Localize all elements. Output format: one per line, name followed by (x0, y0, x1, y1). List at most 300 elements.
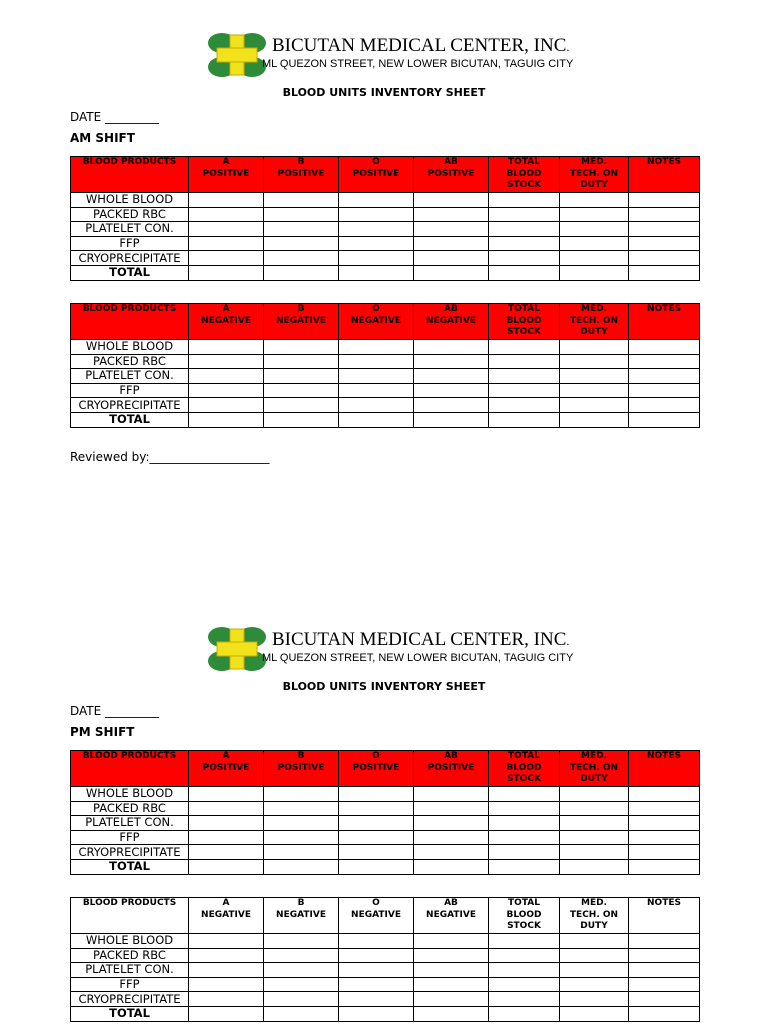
empty-cell (189, 340, 264, 355)
table-row (71, 948, 700, 963)
empty-cell (489, 1006, 560, 1021)
empty-cell (264, 963, 339, 978)
empty-cell (339, 948, 414, 963)
empty-cell (629, 830, 700, 845)
column-header (560, 304, 629, 340)
empty-cell (189, 845, 264, 860)
column-header-line: TOTAL (508, 304, 540, 314)
table-row (71, 801, 700, 816)
empty-cell (560, 859, 629, 874)
empty-cell (489, 398, 560, 413)
empty-cell (414, 398, 489, 413)
empty-cell (264, 816, 339, 831)
empty-cell (560, 1006, 629, 1021)
organization-address: ML QUEZON STREET, NEW LOWER BICUTAN, TAGUIG CITY (262, 58, 574, 70)
column-header-line: NEGATIVE (276, 909, 326, 920)
empty-cell (489, 236, 560, 251)
row-label: PLATELET CON. (71, 963, 189, 978)
table-row (71, 859, 700, 874)
empty-cell (560, 412, 629, 427)
empty-cell (629, 398, 700, 413)
row-label: CRYOPRECIPITATE (71, 845, 189, 860)
column-header-line: NEGATIVE (351, 315, 401, 326)
table-row (71, 236, 700, 251)
empty-cell (264, 845, 339, 860)
empty-cell (339, 1006, 414, 1021)
empty-cell (629, 963, 700, 978)
column-header (189, 157, 264, 193)
row-label: TOTAL (71, 412, 189, 427)
empty-cell (189, 251, 264, 266)
row-label: PACKED RBC (71, 207, 189, 222)
column-header (264, 898, 339, 934)
column-header (560, 157, 629, 193)
row-label: PLATELET CON. (71, 222, 189, 237)
table-row (71, 369, 700, 384)
table-row (71, 222, 700, 237)
column-header-line: AB (444, 304, 458, 314)
column-header-line: POSITIVE (427, 168, 475, 179)
empty-cell (264, 948, 339, 963)
column-header (629, 898, 700, 934)
column-header-line: DUTY (580, 327, 608, 337)
empty-cell (189, 383, 264, 398)
empty-cell (339, 236, 414, 251)
empty-cell (489, 787, 560, 802)
column-header-line: DUTY (580, 774, 608, 784)
empty-cell (489, 992, 560, 1007)
empty-cell (489, 830, 560, 845)
row-label: TOTAL (71, 859, 189, 874)
empty-cell (489, 977, 560, 992)
column-header-line: BLOOD (506, 762, 542, 773)
row-label: PACKED RBC (71, 948, 189, 963)
empty-cell (339, 222, 414, 237)
empty-cell (560, 207, 629, 222)
empty-cell (264, 222, 339, 237)
empty-cell (629, 801, 700, 816)
empty-cell (264, 801, 339, 816)
empty-cell (629, 193, 700, 208)
empty-cell (264, 977, 339, 992)
empty-cell (560, 845, 629, 860)
empty-cell (629, 207, 700, 222)
column-header-line: POSITIVE (277, 762, 325, 773)
empty-cell (414, 992, 489, 1007)
empty-cell (414, 354, 489, 369)
am-negative-table (70, 303, 700, 428)
column-header-line: O (372, 304, 380, 314)
sheet-title: BLOOD UNITS INVENTORY SHEET (282, 86, 486, 99)
empty-cell (339, 251, 414, 266)
empty-cell (339, 193, 414, 208)
column-header-line: NOTES (647, 898, 681, 908)
column-header-line: A (222, 157, 230, 167)
row-label: CRYOPRECIPITATE (71, 251, 189, 266)
pm-shift-sheet (0, 625, 768, 1024)
empty-cell (264, 398, 339, 413)
empty-cell (264, 236, 339, 251)
column-header-line: BLOOD PRODUCTS (82, 898, 177, 908)
reviewed-by-field: Reviewed by:____________________ (70, 450, 270, 464)
table-row (71, 977, 700, 992)
date-field: DATE _________ (70, 110, 160, 124)
column-header (264, 304, 339, 340)
row-label: WHOLE BLOOD (71, 340, 189, 355)
column-header-line: NOTES (647, 157, 681, 167)
empty-cell (489, 193, 560, 208)
column-header-line: TOTAL (508, 898, 540, 908)
table-header-row (71, 751, 700, 787)
empty-cell (414, 383, 489, 398)
column-header-line: TECH. ON (569, 315, 619, 326)
column-header (414, 304, 489, 340)
empty-cell (560, 398, 629, 413)
empty-cell (414, 222, 489, 237)
empty-cell (560, 251, 629, 266)
empty-cell (629, 236, 700, 251)
column-header-line: NEGATIVE (426, 315, 476, 326)
empty-cell (414, 251, 489, 266)
row-label: WHOLE BLOOD (71, 193, 189, 208)
column-header-line: O (372, 157, 380, 167)
empty-cell (414, 265, 489, 280)
am-shift-sheet (0, 31, 768, 471)
empty-cell (629, 383, 700, 398)
empty-cell (560, 963, 629, 978)
column-header-line: A (222, 898, 230, 908)
empty-cell (560, 816, 629, 831)
empty-cell (560, 340, 629, 355)
row-label: FFP (71, 236, 189, 251)
empty-cell (629, 369, 700, 384)
column-header (339, 157, 414, 193)
column-header-line: NEGATIVE (351, 909, 401, 920)
column-header-line: NEGATIVE (426, 909, 476, 920)
empty-cell (189, 977, 264, 992)
empty-cell (414, 369, 489, 384)
empty-cell (189, 816, 264, 831)
column-header-line: STOCK (507, 774, 541, 784)
empty-cell (339, 801, 414, 816)
empty-cell (629, 412, 700, 427)
empty-cell (189, 193, 264, 208)
empty-cell (189, 265, 264, 280)
empty-cell (414, 948, 489, 963)
empty-cell (629, 845, 700, 860)
column-header (489, 304, 560, 340)
empty-cell (339, 412, 414, 427)
empty-cell (629, 948, 700, 963)
empty-cell (189, 412, 264, 427)
empty-cell (414, 801, 489, 816)
empty-cell (560, 369, 629, 384)
empty-cell (560, 236, 629, 251)
empty-cell (189, 354, 264, 369)
column-header (414, 751, 489, 787)
empty-cell (339, 830, 414, 845)
empty-cell (264, 830, 339, 845)
column-header-line: A (222, 751, 230, 761)
column-header-line: STOCK (507, 180, 541, 190)
table-row (71, 412, 700, 427)
table-header-row (71, 898, 700, 934)
column-header-line: O (372, 898, 380, 908)
empty-cell (560, 193, 629, 208)
empty-cell (629, 251, 700, 266)
column-header (414, 157, 489, 193)
table-row (71, 787, 700, 802)
empty-cell (339, 383, 414, 398)
column-header (339, 304, 414, 340)
column-header-line: AB (444, 898, 458, 908)
sheet-title: BLOOD UNITS INVENTORY SHEET (282, 680, 486, 693)
column-header (264, 751, 339, 787)
empty-cell (264, 354, 339, 369)
column-header (264, 157, 339, 193)
medical-cross-logo (206, 625, 268, 673)
empty-cell (489, 222, 560, 237)
empty-cell (339, 816, 414, 831)
empty-cell (189, 963, 264, 978)
shift-label: AM SHIFT (70, 131, 135, 145)
column-header (489, 898, 560, 934)
empty-cell (189, 787, 264, 802)
empty-cell (414, 845, 489, 860)
empty-cell (489, 859, 560, 874)
table-row (71, 830, 700, 845)
row-label: CRYOPRECIPITATE (71, 992, 189, 1007)
empty-cell (629, 859, 700, 874)
empty-cell (189, 236, 264, 251)
empty-cell (629, 977, 700, 992)
empty-cell (189, 801, 264, 816)
column-header-line: NOTES (647, 751, 681, 761)
table-row (71, 193, 700, 208)
organization-name: BICUTAN MEDICAL CENTER, INC. (272, 35, 570, 56)
empty-cell (339, 265, 414, 280)
empty-cell (560, 977, 629, 992)
empty-cell (414, 934, 489, 949)
empty-cell (489, 412, 560, 427)
empty-cell (414, 340, 489, 355)
empty-cell (339, 963, 414, 978)
table-header-row (71, 304, 700, 340)
empty-cell (489, 354, 560, 369)
empty-cell (264, 1006, 339, 1021)
empty-cell (489, 207, 560, 222)
empty-cell (629, 354, 700, 369)
column-header (629, 751, 700, 787)
row-label: FFP (71, 830, 189, 845)
empty-cell (414, 1006, 489, 1021)
table-row (71, 816, 700, 831)
column-header (489, 751, 560, 787)
row-label: FFP (71, 383, 189, 398)
empty-cell (189, 222, 264, 237)
empty-cell (414, 236, 489, 251)
empty-cell (560, 383, 629, 398)
empty-cell (264, 787, 339, 802)
empty-cell (339, 207, 414, 222)
column-header-line: TECH. ON (569, 909, 619, 920)
empty-cell (264, 251, 339, 266)
table-row (71, 207, 700, 222)
column-header-line: B (297, 157, 305, 167)
empty-cell (189, 398, 264, 413)
column-header-line: NEGATIVE (201, 315, 251, 326)
empty-cell (489, 251, 560, 266)
table-row (71, 934, 700, 949)
column-header-line: TECH. ON (569, 168, 619, 179)
empty-cell (629, 816, 700, 831)
column-header-line: POSITIVE (202, 168, 250, 179)
column-header-line: B (297, 898, 305, 908)
column-header (189, 898, 264, 934)
column-header-line: MED. (581, 157, 607, 167)
empty-cell (560, 354, 629, 369)
column-header-line: B (297, 304, 305, 314)
empty-cell (629, 787, 700, 802)
column-header-line: O (372, 751, 380, 761)
empty-cell (629, 222, 700, 237)
empty-cell (489, 934, 560, 949)
empty-cell (264, 383, 339, 398)
column-header-line: STOCK (507, 327, 541, 337)
empty-cell (339, 845, 414, 860)
empty-cell (489, 265, 560, 280)
column-header-line: MED. (581, 898, 607, 908)
organization-name: BICUTAN MEDICAL CENTER, INC. (272, 629, 570, 650)
row-label: CRYOPRECIPITATE (71, 398, 189, 413)
empty-cell (339, 369, 414, 384)
column-header-line: MED. (581, 751, 607, 761)
empty-cell (414, 787, 489, 802)
empty-cell (264, 859, 339, 874)
pm-positive-table (70, 750, 700, 875)
column-header-line: AB (444, 751, 458, 761)
column-header (629, 157, 700, 193)
empty-cell (339, 398, 414, 413)
column-header (629, 304, 700, 340)
column-header-line: NEGATIVE (201, 909, 251, 920)
table-row (71, 845, 700, 860)
column-header (339, 751, 414, 787)
table-row (71, 251, 700, 266)
column-header (560, 898, 629, 934)
empty-cell (560, 222, 629, 237)
column-header-line: TOTAL (508, 751, 540, 761)
empty-cell (560, 830, 629, 845)
empty-cell (339, 859, 414, 874)
empty-cell (414, 859, 489, 874)
empty-cell (339, 340, 414, 355)
empty-cell (629, 1006, 700, 1021)
empty-cell (560, 934, 629, 949)
column-header-line: STOCK (507, 921, 541, 931)
column-header (414, 898, 489, 934)
empty-cell (189, 992, 264, 1007)
empty-cell (189, 830, 264, 845)
empty-cell (189, 934, 264, 949)
column-header (189, 304, 264, 340)
am-positive-table (70, 156, 700, 281)
empty-cell (489, 340, 560, 355)
column-header-line: BLOOD PRODUCTS (82, 157, 177, 167)
table-row (71, 1006, 700, 1021)
column-header-line: BLOOD PRODUCTS (82, 304, 177, 314)
column-header-line: DUTY (580, 180, 608, 190)
table-row (71, 398, 700, 413)
column-header-line: TOTAL (508, 157, 540, 167)
empty-cell (489, 801, 560, 816)
empty-cell (264, 934, 339, 949)
empty-cell (414, 816, 489, 831)
pm-negative-table (70, 897, 700, 1022)
organization-address: ML QUEZON STREET, NEW LOWER BICUTAN, TAGUIG CITY (262, 652, 574, 664)
row-label: TOTAL (71, 265, 189, 280)
empty-cell (560, 787, 629, 802)
empty-cell (629, 340, 700, 355)
row-label: WHOLE BLOOD (71, 787, 189, 802)
column-header (71, 898, 189, 934)
empty-cell (414, 977, 489, 992)
column-header (489, 157, 560, 193)
column-header (71, 751, 189, 787)
column-header-line: DUTY (580, 921, 608, 931)
column-header (189, 751, 264, 787)
column-header-line: POSITIVE (427, 762, 475, 773)
empty-cell (189, 207, 264, 222)
column-header-line: B (297, 751, 305, 761)
table-row (71, 265, 700, 280)
column-header-line: BLOOD (506, 909, 542, 920)
column-header-line: POSITIVE (202, 762, 250, 773)
empty-cell (264, 992, 339, 1007)
table-row (71, 992, 700, 1007)
empty-cell (189, 1006, 264, 1021)
empty-cell (560, 265, 629, 280)
column-header (71, 157, 189, 193)
table-header-row (71, 157, 700, 193)
date-field: DATE _________ (70, 704, 160, 718)
table-row (71, 340, 700, 355)
empty-cell (629, 934, 700, 949)
column-header-line: TECH. ON (569, 762, 619, 773)
empty-cell (414, 193, 489, 208)
empty-cell (339, 354, 414, 369)
empty-cell (489, 383, 560, 398)
column-header (560, 751, 629, 787)
shift-label: PM SHIFT (70, 725, 135, 739)
row-label: FFP (71, 977, 189, 992)
empty-cell (264, 412, 339, 427)
medical-cross-logo (206, 31, 268, 79)
empty-cell (264, 265, 339, 280)
column-header-line: POSITIVE (352, 168, 400, 179)
empty-cell (489, 816, 560, 831)
column-header-line: POSITIVE (352, 762, 400, 773)
column-header-line: NOTES (647, 304, 681, 314)
empty-cell (489, 845, 560, 860)
empty-cell (560, 801, 629, 816)
empty-cell (560, 948, 629, 963)
empty-cell (189, 948, 264, 963)
empty-cell (560, 992, 629, 1007)
empty-cell (189, 369, 264, 384)
empty-cell (189, 859, 264, 874)
empty-cell (264, 207, 339, 222)
